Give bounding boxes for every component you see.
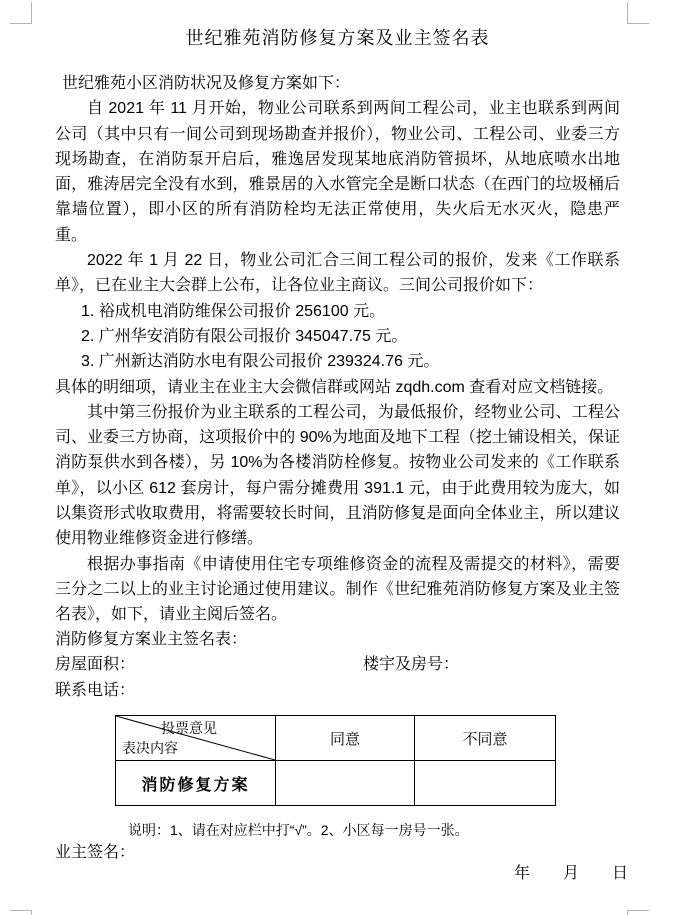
quote-item-3: 3. 广州新达消防水电有限公司报价 239324.76 元。	[81, 353, 440, 371]
quote-item-1: 1. 裕成机电消防维保公司报价 256100 元。	[81, 302, 386, 320]
paragraph-details-link: 具体的明细项，请业主在业主大会微信群或网站 zqdh.com 查看对应文档链接。	[55, 378, 614, 396]
crop-mark-bottom-left	[10, 910, 32, 915]
crop-mark-top-left	[10, 2, 32, 24]
date-line	[0, 864, 628, 884]
building-room-field[interactable]	[459, 660, 549, 678]
vote-content-label: 表决内容	[122, 740, 178, 756]
paragraph-cost-plan: 其中第三份报价为业主联系的工程公司，为最低报价，经物业公司、工程公司、业委三方协商，这项报价中的 90%为地面及地下工程（挖土铺设相关，保证消防泵供水到各楼），另 10%为各楼消防栓修复。按物业公司发来的《工作联系单》，以小区 612 套房计，每户需分摊费用 391.1 元，由于此费用较为庞大，如以集资形式收取费用，将需要较长时间，且消防修复是面向全体业主，所以建议使用物业维修资金进行修缮。	[55, 403, 620, 548]
owner-signature-line	[55, 843, 225, 863]
agree-vote-cell[interactable]	[276, 761, 415, 806]
agree-column-header: 同意	[276, 716, 415, 761]
intro-line: 世纪雅苑小区消防状况及修复方案如下：	[62, 75, 351, 92]
document-title: 世纪雅苑消防修复方案及业主签名表	[185, 28, 490, 48]
form-line-phone	[55, 678, 620, 703]
date-day-label: 日	[611, 865, 628, 882]
disagree-column-header: 不同意	[415, 716, 556, 761]
vote-table	[115, 715, 556, 806]
owner-signature-field[interactable]	[135, 845, 225, 863]
plan-row-label: 消防修复方案	[116, 761, 276, 806]
owner-signature-label: 业主签名：	[55, 844, 136, 861]
house-area-label: 房屋面积：	[55, 656, 136, 674]
form-heading: 消防修复方案业主签名表：	[55, 631, 248, 648]
signature-form-section	[55, 627, 620, 703]
vote-table-plan-row	[116, 761, 556, 806]
vote-opinion-label: 投票意见	[161, 720, 217, 736]
form-line-area-building	[55, 652, 620, 677]
date-year-label: 年	[513, 865, 530, 882]
building-room-label: 楼宇及房号：	[363, 656, 460, 674]
quote-item-2: 2. 广州华安消防有限公司报价 345047.75 元。	[81, 327, 408, 345]
crop-mark-top-right	[627, 2, 649, 24]
phone-field[interactable]	[135, 685, 225, 703]
crop-mark-bottom-right	[627, 910, 649, 915]
paragraph-procedure: 根据办事指南《申请使用住宅专项维修资金的流程及需提交的材料》，需要三分之二以上的业主讨论通过使用建议。制作《世纪雅苑消防修复方案及业主签名表》，如下，请业主阅后签名。	[55, 555, 620, 624]
phone-label: 联系电话：	[55, 681, 136, 699]
paragraph-quotes-intro: 2022 年 1 月 22 日，物业公司汇合三间工程公司的报价，发来《工作联系单》，已在业主大会群上公布，让各位业主商议。三间公司报价如下：	[55, 252, 620, 295]
vote-table-header-row	[116, 716, 556, 761]
vote-table-corner-cell	[116, 716, 276, 761]
paragraph-history: 自 2021 年 11 月开始，物业公司联系到两间工程公司，业主也联系到两间公司（其中只有一间公司到现场勘查并报价），物业公司、工程公司、业委三方现场勘查，在消防泵开启后，雅逸居发现某地底消防管损坏，从地底喷水出地面，雅涛居完全没有水到，雅景居的入水管完全是断口状态（在西门的垃圾桶后靠墙位置），即小区的所有消防栓均无法正常使用，失火后无水灭火，隐患严重。	[55, 100, 620, 244]
instruction-note: 说明：1、请在对应栏中打“√”。2、小区每一房号一张。	[128, 822, 469, 838]
disagree-vote-cell[interactable]	[415, 761, 556, 806]
document-body	[55, 71, 620, 630]
date-month-label: 月	[562, 865, 579, 882]
